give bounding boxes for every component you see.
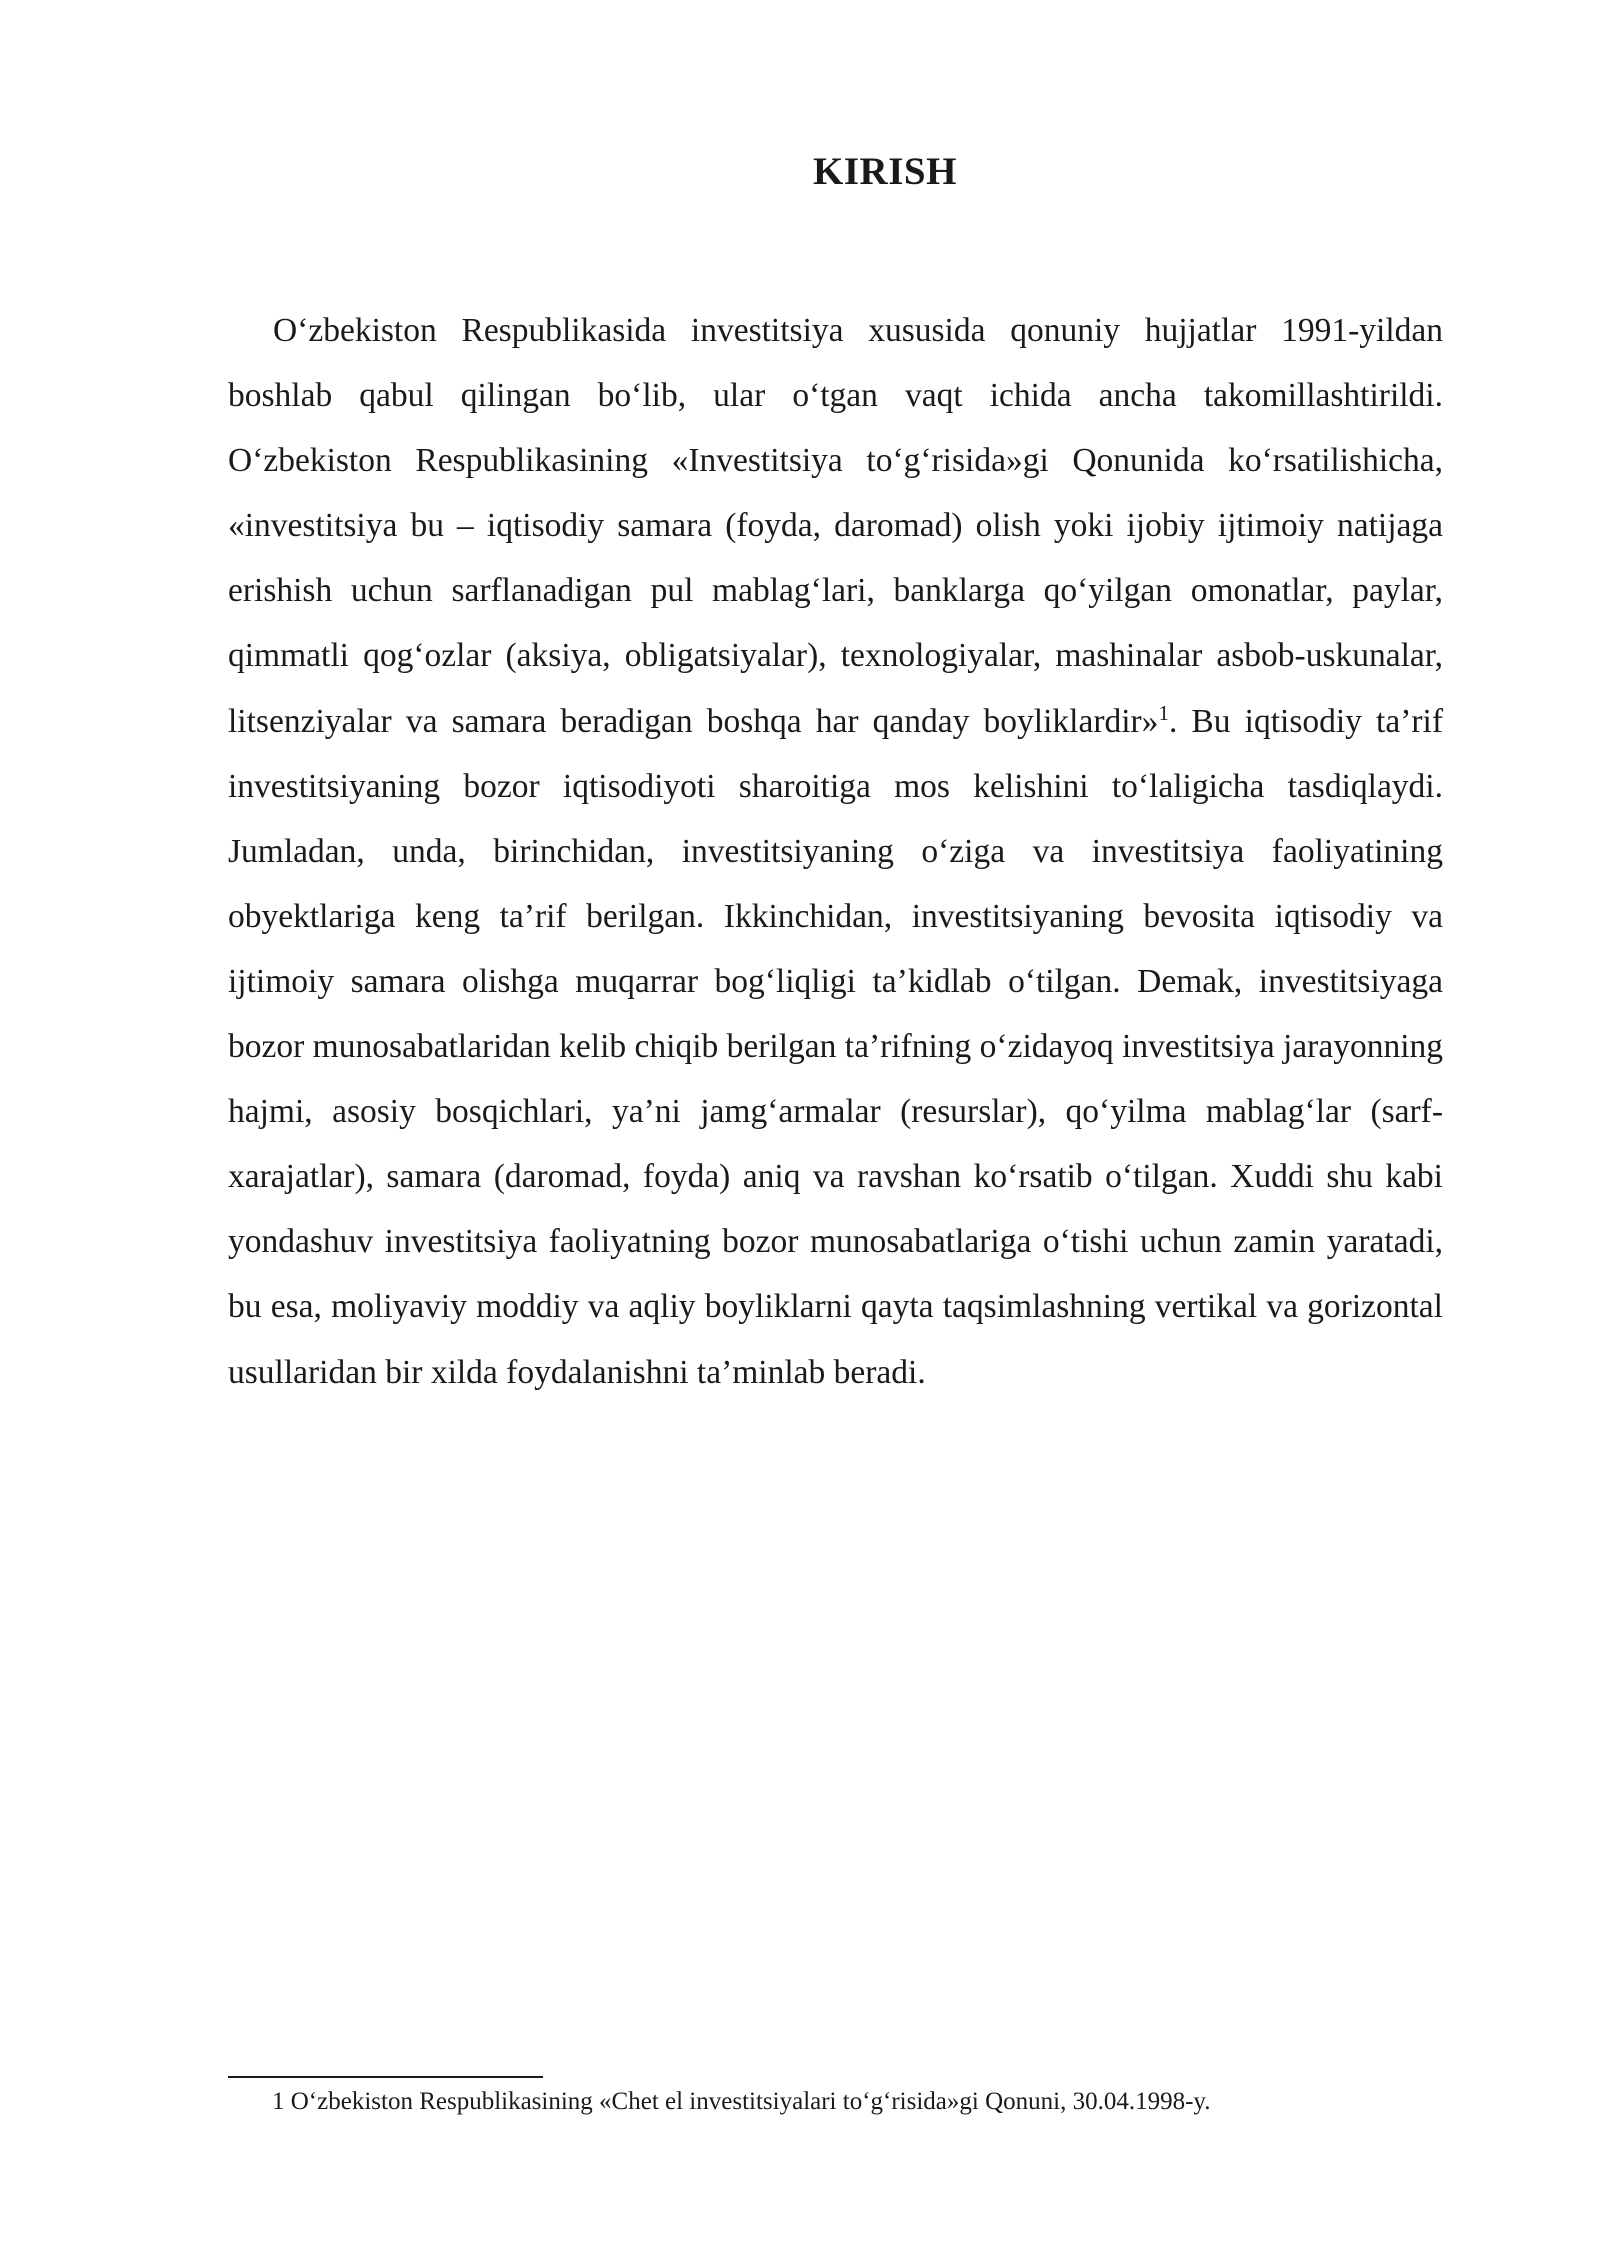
paragraph-text-part2: . Bu iqtisodiy ta’rif investitsiyaning bozor iqtisodiyoti sharoitiga mos kelishini to‘laligicha tasdiqlaydi. Jumladan, unda, birinchidan, investitsiyaning o‘ziga va investitsiya faoliyatining obyektlariga keng ta’rif berilgan. Ikkinchidan, investitsiyaning bevosita iqtisodiy va ijtimoiy samara olishga muqarrar bog‘liqligi ta’kidlab o‘tilgan. Demak, investitsiyaga bozor munosabatlaridan kelib chiqib berilgan ta’rifning o‘zidayoq investitsiya jarayonning hajmi, asosiy bosqichlari, ya’ni jamg‘armalar (resurslar), qo‘yilma mablag‘lar (sarf-xarajatlar), samara (daromad, foyda) aniq va ravshan ko‘rsatib o‘tilgan. Xuddi shu kabi yondashuv investitsiya faoliyatning bozor munosabatlariga o‘tishi uchun zamin yaratadi, bu esa, moliyaviy moddiy va aqliy boyliklarni qayta taqsimlashning vertikal va gorizontal usullaridan bir xilda foydalanishni ta’minlab beradi. [228,702,1443,1391]
paragraph-text-part1: O‘zbekiston Respublikasida investitsiya xususida qonuniy hujjatlar 1991-yildan boshlab qabul qilingan bo‘lib, ular o‘tgan vaqt ichida ancha takomillashtirildi. O‘zbekiston Respublikasining «Investitsiya to‘g‘risida»gi Qonunida ko‘rsatilishicha, «investitsiya bu – iqtisodiy samara (foyda, daromad) olish yoki ijobiy ijtimoiy natijaga erishish uchun sarflanadigan pul mablag‘lari, banklarga qo‘yilgan omonatlar, paylar, qimmatli qog‘ozlar (aksiya, obligatsiyalar), texnologiyalar, mashinalar asbob-uskunalar, litsenziyalar va samara beradigan boshqa har qanday boyliklardir» [228,312,1443,740]
body-paragraph [228,298,1443,1405]
page-title: KIRISH [813,150,957,193]
footnote [272,2086,1211,2118]
footnote-number: 1 [272,2088,285,2115]
footnote-text: O‘zbekiston Respublikasining «Chet el investitsiyalari to‘g‘risida»gi Qonuni, 30.04.1998-y. [290,2088,1211,2115]
footnote-reference: 1 [1158,700,1169,725]
footnote-separator [228,2076,543,2078]
